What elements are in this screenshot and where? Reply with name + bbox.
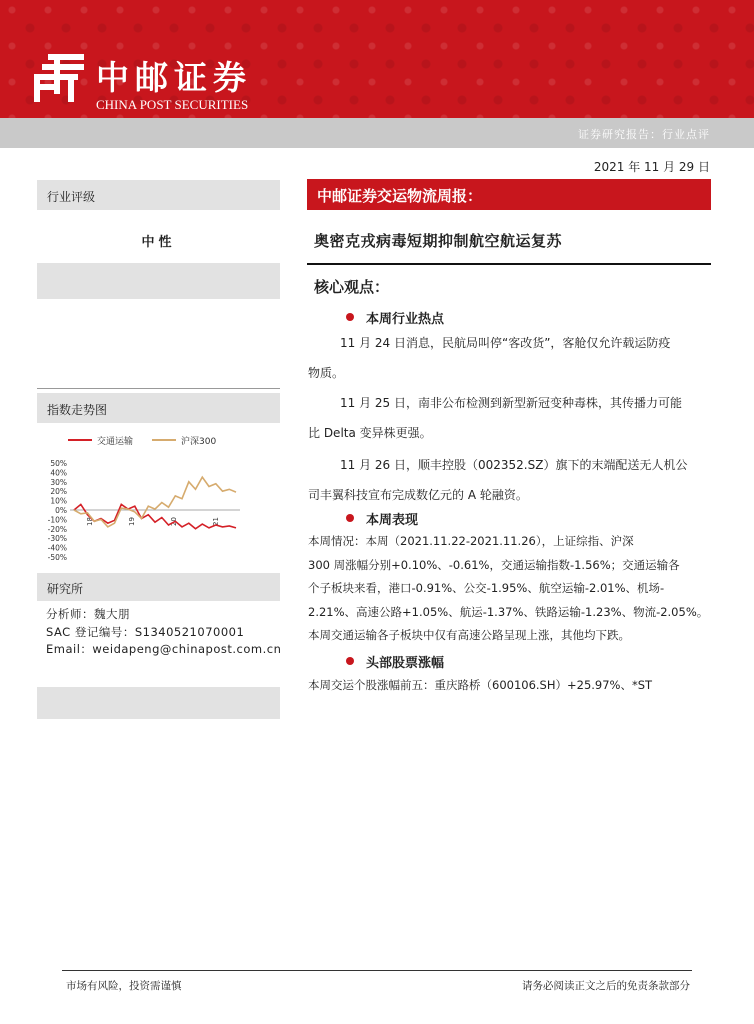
y-tick-label: 0%	[55, 506, 67, 515]
y-tick-label: 40%	[50, 468, 67, 478]
x-tick-label: 19	[128, 517, 136, 526]
report-type: 证券研究报告：行业点评	[578, 128, 710, 141]
x-tick-label: 18	[86, 517, 94, 526]
paragraph-hot-3: 11 月 26 日，顺丰控股（002352.SZ）旗下的末端配送无人机公 司丰翼科技宣布完成数亿元的 A 轮融资。	[308, 458, 688, 502]
y-tick-label: -10%	[47, 515, 67, 525]
footer-rule	[62, 970, 692, 971]
analyst-email[interactable]: Email：weidapeng@chinapost.com.cn	[46, 642, 282, 656]
section-top-gainers: 头部股票涨幅	[366, 656, 445, 671]
legend-label-csi300: 沪深300	[181, 437, 217, 447]
analyst-sac-number: SAC 登记编号：S1340521070001	[46, 625, 245, 639]
section-hot-topics: 本周行业热点	[366, 312, 445, 327]
index-trend-header: 指数走势图	[37, 393, 280, 423]
y-tick-label: -20%	[47, 524, 67, 534]
x-tick-label: 20	[170, 517, 178, 526]
section-weekly-performance: 本周表现	[366, 513, 419, 528]
footer-risk-warning: 市场有风险，投资需谨慎	[66, 980, 182, 992]
title-rule	[307, 263, 711, 265]
bullet-icon	[346, 514, 354, 522]
research-institute-header: 研究所	[37, 573, 280, 601]
chart-legend	[68, 435, 216, 447]
industry-rating-value: 中性	[141, 235, 176, 250]
core-view-title: 核心观点：	[314, 278, 390, 296]
report-title: 中邮证券交运物流周报：	[307, 179, 711, 210]
y-tick-label: 20%	[50, 487, 67, 497]
sidebar-grey-block	[37, 263, 280, 299]
paragraph-hot-1: 11 月 24 日消息，民航局叫停“客改货”，客舱仅允许载运防疫 物质。	[308, 336, 671, 380]
x-tick-label: 21	[212, 517, 220, 526]
report-date: 2021 年 11 月 29 日	[593, 160, 710, 174]
legend-label-transport: 交通运输	[97, 437, 134, 447]
analyst-name: 分析师：魏大朋	[46, 607, 130, 621]
sidebar-grey-block-bottom	[37, 687, 280, 719]
report-subtitle: 奥密克戎病毒短期抑制航空航运复苏	[314, 232, 563, 250]
industry-rating-header: 行业评级	[37, 180, 280, 210]
y-tick-label: 10%	[50, 496, 67, 506]
brand-name-en: CHINA POST SECURITIES	[96, 97, 249, 112]
y-tick-label: -30%	[47, 534, 67, 544]
china-post-logo-icon	[30, 52, 88, 106]
y-tick-label: -50%	[47, 553, 67, 562]
y-tick-label: -40%	[47, 543, 67, 553]
divider	[37, 388, 280, 389]
y-tick-label: 30%	[50, 477, 67, 487]
brand-name-cn: 中邮证券	[96, 58, 252, 97]
footer-disclaimer: 请务必阅读正文之后的免责条款部分	[522, 980, 690, 992]
paragraph-performance: 本周情况：本周（2021.11.22-2021.11.26），上证综指、沪深 300 周涨幅分别+0.10%、-0.61%，交通运输指数-1.56%；交通运输各 个子板块来看，港口-0.91%、公交-1.95%、航空运输-2.01%、机场- 2.21%、高速公路+1.05%、航运-1.37%、铁路运输-1.23%、物流-2.05%。 本周交通运输各子板块中仅有高速公路呈现上涨，其他均下跌。	[308, 534, 709, 642]
paragraph-top-gainers: 本周交运个股涨幅前五：重庆路桥（600106.SH）+25.97%、*ST	[308, 678, 653, 692]
y-tick-label: 50%	[50, 459, 67, 468]
paragraph-hot-2: 11 月 25 日，南非公布检测到新型新冠变种毒株，其传播力可能 比 Delta 变异株更强。	[308, 396, 682, 440]
index-trend-chart	[40, 430, 280, 570]
bullet-icon	[346, 313, 354, 321]
bullet-icon	[346, 657, 354, 665]
